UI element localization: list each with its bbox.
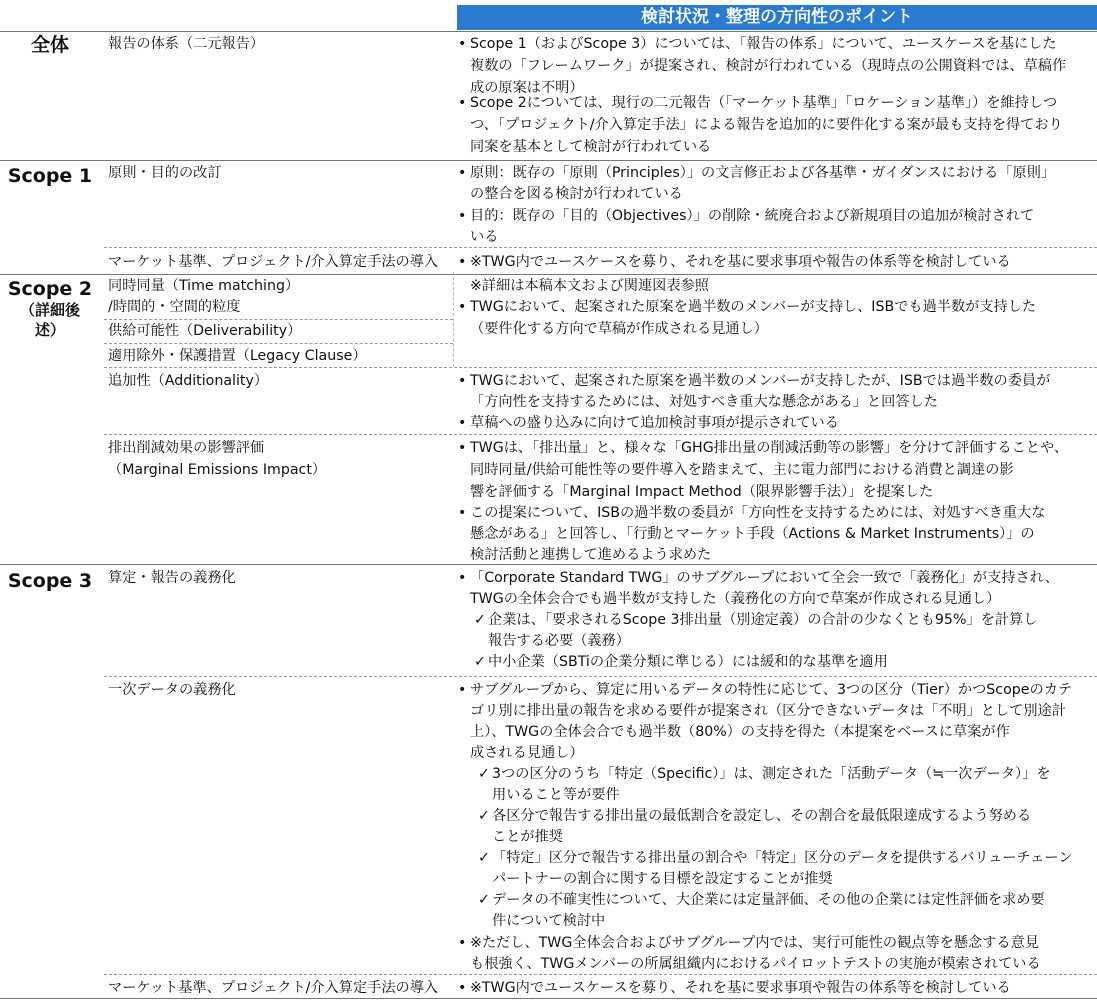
point-text — [458, 92, 1097, 115]
point-text: ※詳細は本稿本文および関連図表参照 — [470, 278, 709, 294]
check-line: 中小企業（SBTiの企業分類に準じる）には緩和的な基準を適用 — [488, 654, 888, 670]
check-text: パートナーの割合に関する目標を設定することが推奨 — [492, 871, 833, 887]
bullet: • — [458, 95, 467, 111]
check-text — [478, 889, 1097, 912]
item-marginal-impact: 排出削減効果の影響評価 — [108, 440, 265, 456]
item-time-matching-2: /時間的・空間的粒度 — [108, 299, 241, 315]
point-line: この提案について、ISBの過半数の委員が「方向性を支持するためには、対処すべき重大な — [470, 505, 1046, 521]
point-text — [458, 412, 1097, 435]
point-text: も根強く、TWGメンバーの所属組織内におけるパイロットテストの実施が模索されている — [470, 956, 1041, 972]
column-divider — [453, 272, 454, 367]
check-text — [478, 805, 1097, 828]
check-text — [474, 609, 1097, 632]
check-line: 企業は、「要求されるScope 3排出量（別途定義）の合計の少なくとも95%」を計算し — [488, 612, 1038, 628]
point-text — [458, 296, 1097, 319]
point-text: 同時同量/供給可能性等の要件導入を踏まえて、主に電力部門における消費と調達の影 — [470, 462, 1014, 478]
point-text: 成の原案は不明） — [470, 80, 584, 96]
check-line: データの不確実性について、大企業には定量評価、その他の企業には定性評価を求め要 — [492, 892, 1045, 908]
point-text — [458, 679, 1097, 702]
item-marginal-impact-2: （Marginal Emissions Impact） — [108, 462, 327, 478]
bullet: • — [458, 682, 467, 698]
item-additionality: 追加性（Additionality） — [108, 373, 269, 389]
scope2-note-1: （詳細後 — [19, 301, 80, 319]
item-market-method-scope3: マーケット基準、プロジェクト/介入算定手法の導入 — [108, 980, 439, 996]
point-text: 「方向性を支持するためには、対処すべき重大な懸念がある」と回答した — [470, 394, 938, 410]
point-line: Scope 2については、現行の二元報告（「マーケット基準」「ロケーション基準」）を維持しつ — [470, 95, 1058, 111]
bullet: • — [458, 254, 467, 270]
point-line: 草稿への盛り込みに向けて追加検討事項が提示されている — [470, 415, 839, 431]
item-mandatory-reporting: 算定・報告の義務化 — [108, 570, 236, 586]
item-time-matching: 同時同量（Time matching） — [108, 278, 300, 294]
point-text — [458, 162, 1097, 185]
point-text: 複数の「フレームワーク」が提案され、検討が行われている（現時点の公開資料では、草稿作 — [470, 58, 1067, 74]
check-line: 各区分で報告する排出量の最低割合を設定し、その割合を最低限達成するよう努める — [492, 808, 1032, 824]
point-text: 検討活動と連携して進めるよう求めた — [470, 547, 712, 563]
check-icon: ✓ — [478, 850, 490, 866]
point-line: ※TWG内でユースケースを募り、それを基に要求事項や報告の体系等を検討している — [470, 254, 1011, 270]
bullet: • — [458, 440, 467, 456]
scope2-note-2: 述） — [34, 321, 65, 339]
point-text — [458, 33, 1097, 56]
scope2-title: Scope 2 — [7, 278, 93, 300]
point-line: ※ただし、TWG全体会合およびサブグループ内では、実行可能性の観点等を懸念する意見 — [470, 935, 1039, 951]
bullet: • — [458, 505, 467, 521]
bullet: • — [458, 373, 467, 389]
point-text: 成される見通し） — [470, 745, 584, 761]
check-text — [478, 763, 1097, 786]
item-market-method-scope1: マーケット基準、プロジェクト/介入算定手法の導入 — [108, 254, 439, 270]
check-icon: ✓ — [478, 808, 490, 824]
item-deliverability: 供給可能性（Deliverability） — [108, 323, 302, 339]
point-text — [458, 437, 1097, 460]
point-text: 上）、TWGの全体会合でも過半数（80%）の支持を得た（本提案をベースに草案が作 — [470, 724, 1010, 740]
column-header: 検討状況・整理の方向性のポイント — [457, 5, 1097, 30]
check-icon: ✓ — [478, 892, 490, 908]
point-text: つ、「プロジェクト/介入算定手法」による報告を追加的に要件化する案が最も支持を得ており — [470, 117, 1063, 133]
point-text: TWGの全体会合でも過半数が支持した（義務化の方向で草案が作成される見通し） — [470, 591, 1001, 607]
check-icon: ✓ — [474, 654, 486, 670]
point-text — [458, 567, 1097, 590]
check-text — [474, 651, 1097, 674]
check-text: 報告する必要（義務） — [488, 633, 630, 649]
bullet: • — [458, 36, 467, 52]
item-legacy-clause: 適用除外・保護措置（Legacy Clause） — [108, 348, 367, 364]
point-line: Scope 1（およびScope 3）については、「報告の体系」について、ユースケースを基にした — [470, 36, 1057, 52]
point-text: ゴリ別に排出量の報告を求める要件が提案され（区分できないデータは「不明」として別途計 — [470, 703, 1066, 719]
item-principles-objectives: 原則・目的の改訂 — [108, 165, 222, 181]
point-line: サブグループから、算定に用いるデータの特性に応じて、3つの区分（Tier）かつScopeのカテ — [470, 682, 1073, 698]
item-reporting-system: 報告の体系（二元報告） — [108, 36, 265, 52]
point-text: いる — [470, 229, 499, 245]
point-line: TWGにおいて、起案された原案を過半数のメンバーが支持したが、ISBでは過半数の委員が — [470, 373, 1051, 389]
section-divider — [0, 160, 1097, 161]
check-icon: ✓ — [474, 612, 486, 628]
point-text — [458, 932, 1097, 955]
point-line: ※TWG内でユースケースを募り、それを基に要求事項や報告の体系等を検討している — [470, 980, 1011, 996]
point-line: TWGにおいて、起案された原案を過半数のメンバーが支持し、ISBでも過半数が支持した — [470, 299, 1037, 315]
point-text: 響を評価する「Marginal Impact Method（限界影響手法）」を提案した — [470, 484, 934, 500]
point-text: （要件化する方向で草稿が作成される見通し） — [470, 321, 768, 337]
point-text — [458, 370, 1097, 393]
row-divider — [104, 343, 453, 344]
check-text — [478, 847, 1097, 870]
bullet: • — [458, 570, 467, 586]
row-divider — [104, 676, 1097, 677]
check-icon: ✓ — [478, 766, 490, 782]
section-divider — [0, 31, 1097, 32]
item-primary-data: 一次データの義務化 — [108, 682, 236, 698]
bullet: • — [458, 208, 467, 224]
check-line: 「特定」区分で報告する排出量の割合や「特定」区分のデータを提供するバリューチェーン — [492, 850, 1073, 866]
check-text: ことが推奨 — [492, 829, 563, 845]
point-line: TWGは、「排出量」と、様々な「GHG排出量の削減活動等の影響」を分けて評価することや、 — [470, 440, 1069, 456]
point-text: の整合を図る検討が行われている — [470, 186, 683, 202]
point-line: 「Corporate Standard TWG」のサブグループにおいて全会一致で「義務化」が支持され、 — [470, 570, 1059, 586]
section-label-scope2 — [0, 278, 100, 340]
check-text: 用いること等が要件 — [492, 787, 620, 803]
bullet: • — [458, 980, 467, 996]
point-text — [458, 205, 1097, 228]
check-line: 3つの区分のうち「特定（Specific）」は、測定された「活動データ（≒一次データ）」を — [492, 766, 1051, 782]
section-label-scope3: Scope 3 — [7, 570, 93, 592]
point-line: 原則：既存の「原則（Principles）」の文言修正および各基準・ガイダンスにおける「原則」 — [470, 165, 1056, 181]
point-line: 目的：既存の「目的（Objectives）」の削除・統廃合および新規項目の追加が検討されて — [470, 208, 1035, 224]
section-label-zentai: 全体 — [30, 34, 69, 56]
bullet: • — [458, 415, 467, 431]
bullet: • — [458, 935, 467, 951]
point-text — [458, 977, 1097, 1000]
point-text: 同案を基本として検討が行われている — [470, 139, 712, 155]
bullet: • — [458, 299, 467, 315]
point-text: 懸念がある」と回答し、「行動とマーケット手段（Actions & Market Instruments）」の — [470, 526, 1035, 542]
point-text — [458, 251, 1097, 274]
point-text — [458, 502, 1097, 525]
section-label-scope1: Scope 1 — [7, 165, 93, 187]
check-text: 件について検討中 — [492, 913, 606, 929]
bullet: • — [458, 165, 467, 181]
